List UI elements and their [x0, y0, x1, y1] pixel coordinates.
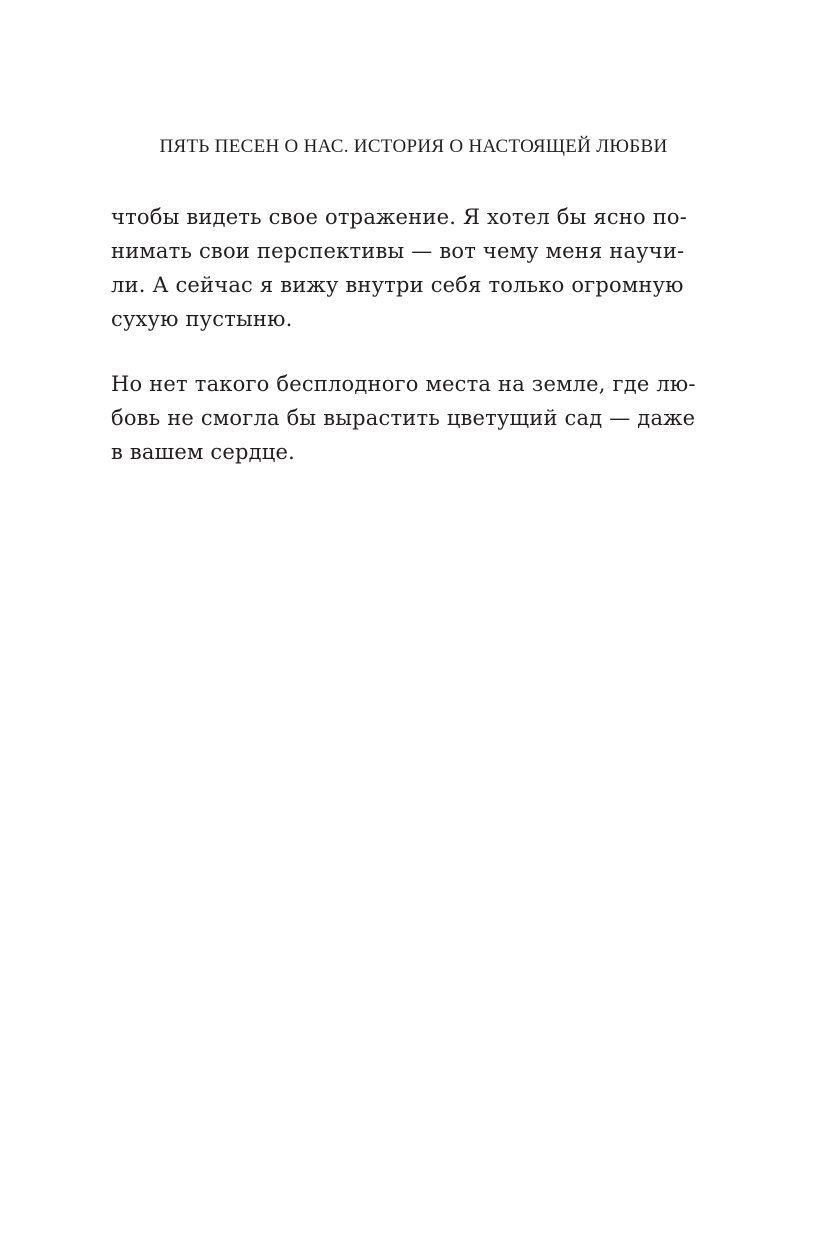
text-line: сухую пустыню.	[111, 307, 293, 331]
running-head: ПЯТЬ ПЕСЕН О НАС. ИСТОРИЯ О НАСТОЯЩЕЙ ЛЮБВИ	[159, 136, 668, 157]
text-line: бовь не смогла бы вырастить цветущий сад — даже	[111, 406, 696, 430]
text-line: чтобы видеть свое отражение. Я хотел бы ясно по-	[111, 205, 688, 229]
text-line: ли. А сейчас я вижу внутри себя только огромную	[111, 273, 684, 297]
text-line: нимать свои перспективы — вот чему меня научи-	[111, 239, 685, 263]
paragraph-1	[111, 200, 688, 336]
paragraph-2	[111, 367, 696, 469]
text-line: Но нет такого бесплодного места на земле, где лю-	[111, 372, 696, 396]
text-line: в вашем сердце.	[111, 440, 295, 464]
